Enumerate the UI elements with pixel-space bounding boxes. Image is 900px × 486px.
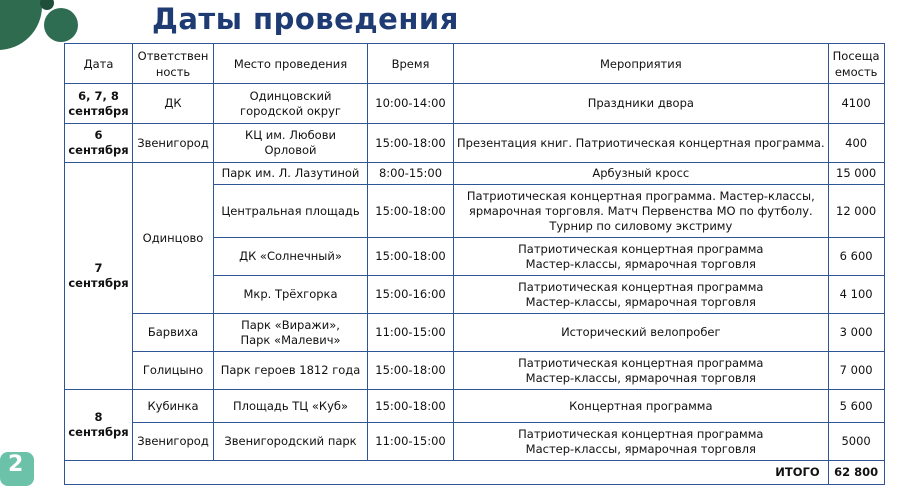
- events-cell: Патриотическая концертная программа Мастер-классы, ярмарочная торговля: [454, 352, 829, 390]
- attendance-cell: 3 000: [828, 314, 884, 352]
- table-row: [65, 314, 885, 352]
- table-row: [65, 124, 885, 163]
- time-cell: 15:00-18:00: [368, 124, 454, 163]
- attendance-cell: 6 600: [828, 238, 884, 276]
- decor-circle-medium: [44, 8, 78, 42]
- events-cell: Патриотическая концертная программа. Мастер-классы, ярмарочная торговля. Матч Первенства МО по футболу. Турнир по силовому экстриму: [454, 185, 829, 238]
- events-cell: Арбузный кросс: [454, 163, 829, 185]
- slide-number: 2: [8, 452, 24, 477]
- time-cell: 8:00-15:00: [368, 163, 454, 185]
- attendance-cell: 400: [828, 124, 884, 163]
- events-cell: Патриотическая концертная программа Мастер-классы, ярмарочная торговля: [454, 276, 829, 314]
- header-attendance: Посеща емость: [828, 44, 884, 84]
- date-cell: 7 сентября: [65, 163, 133, 390]
- events-cell: Праздники двора: [454, 84, 829, 124]
- place-cell: Центральная площадь: [214, 185, 368, 238]
- date-cell: 6, 7, 8 сентября: [65, 84, 133, 124]
- time-cell: 15:00-16:00: [368, 276, 454, 314]
- events-cell: Концертная программа: [454, 390, 829, 423]
- time-cell: 15:00-18:00: [368, 390, 454, 423]
- responsible-cell: Барвиха: [133, 314, 214, 352]
- place-cell: КЦ им. Любови Орловой: [214, 124, 368, 163]
- table-header-row: [65, 44, 885, 84]
- place-cell: Мкр. Трёхгорка: [214, 276, 368, 314]
- place-cell: ДК «Солнечный»: [214, 238, 368, 276]
- table-row: [65, 352, 885, 390]
- responsible-cell: Голицыно: [133, 352, 214, 390]
- responsible-cell: Звенигород: [133, 124, 214, 163]
- events-cell: Исторический велопробег: [454, 314, 829, 352]
- table-row: [65, 423, 885, 461]
- events-cell: Презентация книг. Патриотическая концертная программа.: [454, 124, 829, 163]
- responsible-cell: ДК: [133, 84, 214, 124]
- time-cell: 11:00-15:00: [368, 423, 454, 461]
- header-date: Дата: [65, 44, 133, 84]
- place-cell: Площадь ТЦ «Куб»: [214, 390, 368, 423]
- place-cell: Парк им. Л. Лазутиной: [214, 163, 368, 185]
- attendance-cell: 4100: [828, 84, 884, 124]
- header-time: Время: [368, 44, 454, 84]
- total-row: [65, 461, 885, 485]
- attendance-cell: 15 000: [828, 163, 884, 185]
- decor-circle-large: [0, 0, 42, 50]
- time-cell: 15:00-18:00: [368, 185, 454, 238]
- total-value: 62 800: [828, 461, 884, 485]
- table-row: [65, 390, 885, 423]
- page-title: Даты проведения: [152, 2, 459, 36]
- time-cell: 10:00-14:00: [368, 84, 454, 124]
- events-cell: Патриотическая концертная программа Мастер-классы, ярмарочная торговля: [454, 238, 829, 276]
- attendance-cell: 4 100: [828, 276, 884, 314]
- place-cell: Парк героев 1812 года: [214, 352, 368, 390]
- date-cell: 8 сентября: [65, 390, 133, 461]
- date-cell: 6 сентября: [65, 124, 133, 163]
- decor-circle-small: [40, 0, 54, 10]
- events-schedule-table: [64, 43, 885, 485]
- attendance-cell: 5000: [828, 423, 884, 461]
- header-place: Место проведения: [214, 44, 368, 84]
- time-cell: 15:00-18:00: [368, 352, 454, 390]
- place-cell: Парк «Виражи», Парк «Малевич»: [214, 314, 368, 352]
- time-cell: 15:00-18:00: [368, 238, 454, 276]
- header-responsible: Ответствен ность: [133, 44, 214, 84]
- header-events: Мероприятия: [454, 44, 829, 84]
- attendance-cell: 5 600: [828, 390, 884, 423]
- table-row: [65, 163, 885, 185]
- table-row: [65, 84, 885, 124]
- attendance-cell: 7 000: [828, 352, 884, 390]
- responsible-cell: Звенигород: [133, 423, 214, 461]
- attendance-cell: 12 000: [828, 185, 884, 238]
- time-cell: 11:00-15:00: [368, 314, 454, 352]
- place-cell: Одинцовский городской округ: [214, 84, 368, 124]
- total-label: ИТОГО: [65, 461, 829, 485]
- place-cell: Звенигородский парк: [214, 423, 368, 461]
- events-cell: Патриотическая концертная программа Мастер-классы, ярмарочная торговля: [454, 423, 829, 461]
- responsible-cell: Кубинка: [133, 390, 214, 423]
- responsible-cell: Одинцово: [133, 163, 214, 314]
